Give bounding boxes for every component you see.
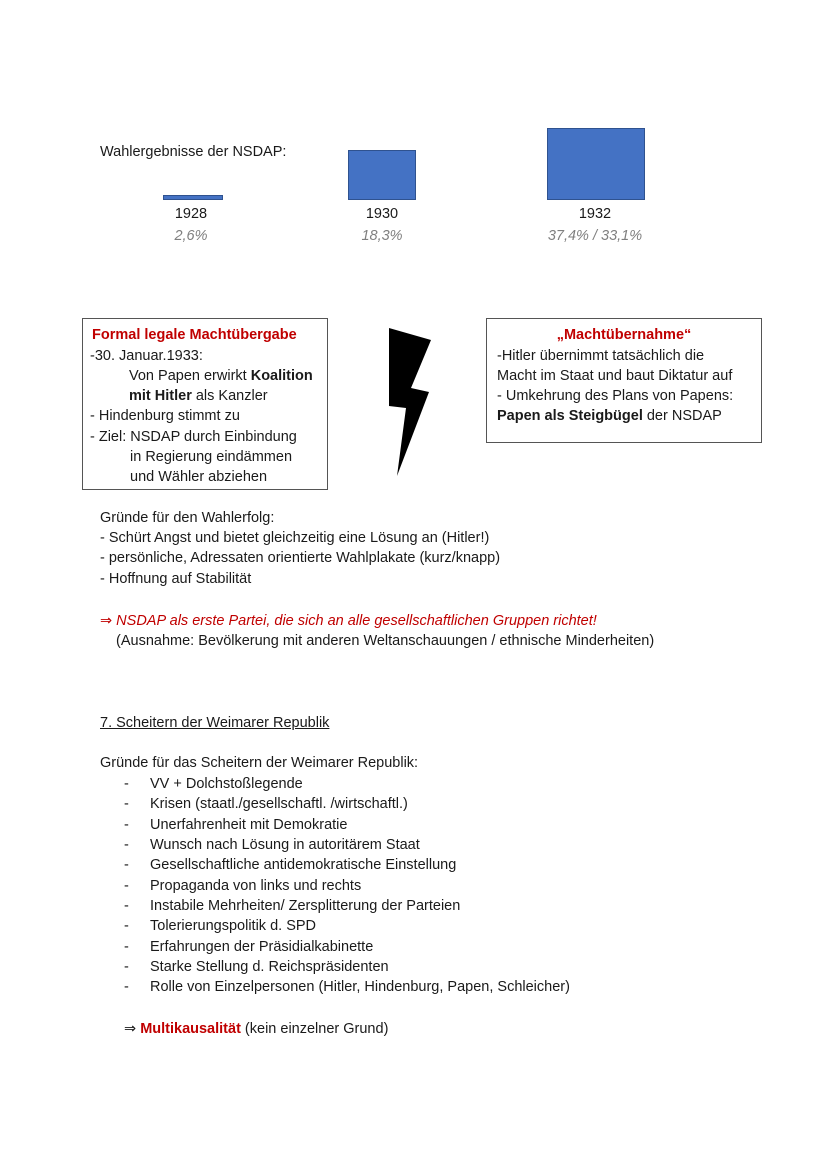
list-item: - Gesellschaftliche antidemokratische Einstellung (124, 857, 457, 873)
wahl-item-3: - Hoffnung auf Stabilität (100, 571, 252, 587)
list-item: - Rolle von Einzelpersonen (Hitler, Hindenburg, Papen, Schleicher) (124, 979, 570, 995)
wahl-item-1: - Schürt Angst und bietet gleichzeitig eine Lösung an (Hitler!) (100, 530, 490, 546)
box-left-title: Formal legale Machtübergabe (92, 327, 297, 343)
box-right-line-1: -Hitler übernimmt tatsächlich die (497, 348, 705, 364)
list-item: - Starke Stellung d. Reichspräsidenten (124, 959, 389, 975)
lightning-bolt-icon (385, 328, 433, 478)
box-left-line-6: in Regierung eindämmen (130, 449, 293, 465)
box-formal-legal (82, 318, 328, 490)
list-item: - Propaganda von links und rechts (124, 878, 362, 894)
tick-label-1930: 1930 (365, 206, 399, 222)
box-right-title: „Machtübernahme“ (556, 327, 692, 343)
list-item: - Wunsch nach Lösung in autoritärem Staat (124, 837, 420, 853)
tick-label-1932: 1932 (578, 206, 612, 222)
box-left-line-1: -30. Januar.1933: (90, 348, 203, 364)
list-item: - Krisen (staatl./gesellschaftl. /wirtschaftl.) (124, 796, 408, 812)
value-label-1932: 37,4% / 33,1% (547, 228, 643, 244)
wahl-heading: Gründe für den Wahlerfolg: (100, 510, 275, 526)
tick-label-1928: 1928 (174, 206, 208, 222)
box-left-line-4: - Hindenburg stimmt zu (90, 408, 240, 424)
value-label-1930: 18,3% (361, 228, 403, 244)
section-7-title: 7. Scheitern der Weimarer Republik (100, 715, 330, 731)
bar-1930 (348, 150, 417, 200)
list-item: - Instabile Mehrheiten/ Zersplitterung der Parteien (124, 898, 461, 914)
value-label-1928: 2,6% (174, 228, 208, 244)
section-7-conclusion: ⇒ Multikausalität (kein einzelner Grund) (124, 1021, 389, 1037)
bar-1932 (547, 128, 645, 200)
box-left-line-5: - Ziel: NSDAP durch Einbindung (90, 429, 297, 445)
box-left-line-3: mit Hitler als Kanzler (129, 388, 268, 404)
box-machtuebernahme (486, 318, 762, 443)
wahl-item-2: - persönliche, Adressaten orientierte Wahlplakate (kurz/knapp) (100, 550, 501, 566)
list-item: - Erfahrungen der Präsidialkabinette (124, 939, 374, 955)
bar-1928 (163, 195, 223, 200)
list-item: - Tolerierungspolitik d. SPD (124, 918, 317, 934)
implies-arrow-icon: ⇒ (124, 1021, 137, 1037)
section-7-intro: Gründe für das Scheitern der Weimarer Republik: (100, 755, 419, 771)
chart-title: Wahlergebnisse der NSDAP: (100, 144, 287, 160)
box-right-line-2: Macht im Staat und baut Diktatur auf (497, 368, 733, 384)
list-item: - Unerfahrenheit mit Demokratie (124, 817, 348, 833)
box-left-line-2: Von Papen erwirkt Koalition (129, 368, 313, 384)
implies-arrow-icon: ⇒ (100, 613, 113, 629)
wahl-conclusion: ⇒ NSDAP als erste Partei, die sich an alle gesellschaftlichen Gruppen richtet! (100, 613, 597, 629)
wahl-exception: (Ausnahme: Bevölkerung mit anderen Weltanschauungen / ethnische Minderheiten) (116, 633, 655, 649)
box-right-line-4: Papen als Steigbügel der NSDAP (497, 408, 722, 424)
box-left-line-7: und Wähler abziehen (130, 469, 268, 485)
box-right-line-3: - Umkehrung des Plans von Papens: (497, 388, 734, 404)
list-item: - VV + Dolchstoßlegende (124, 776, 303, 792)
